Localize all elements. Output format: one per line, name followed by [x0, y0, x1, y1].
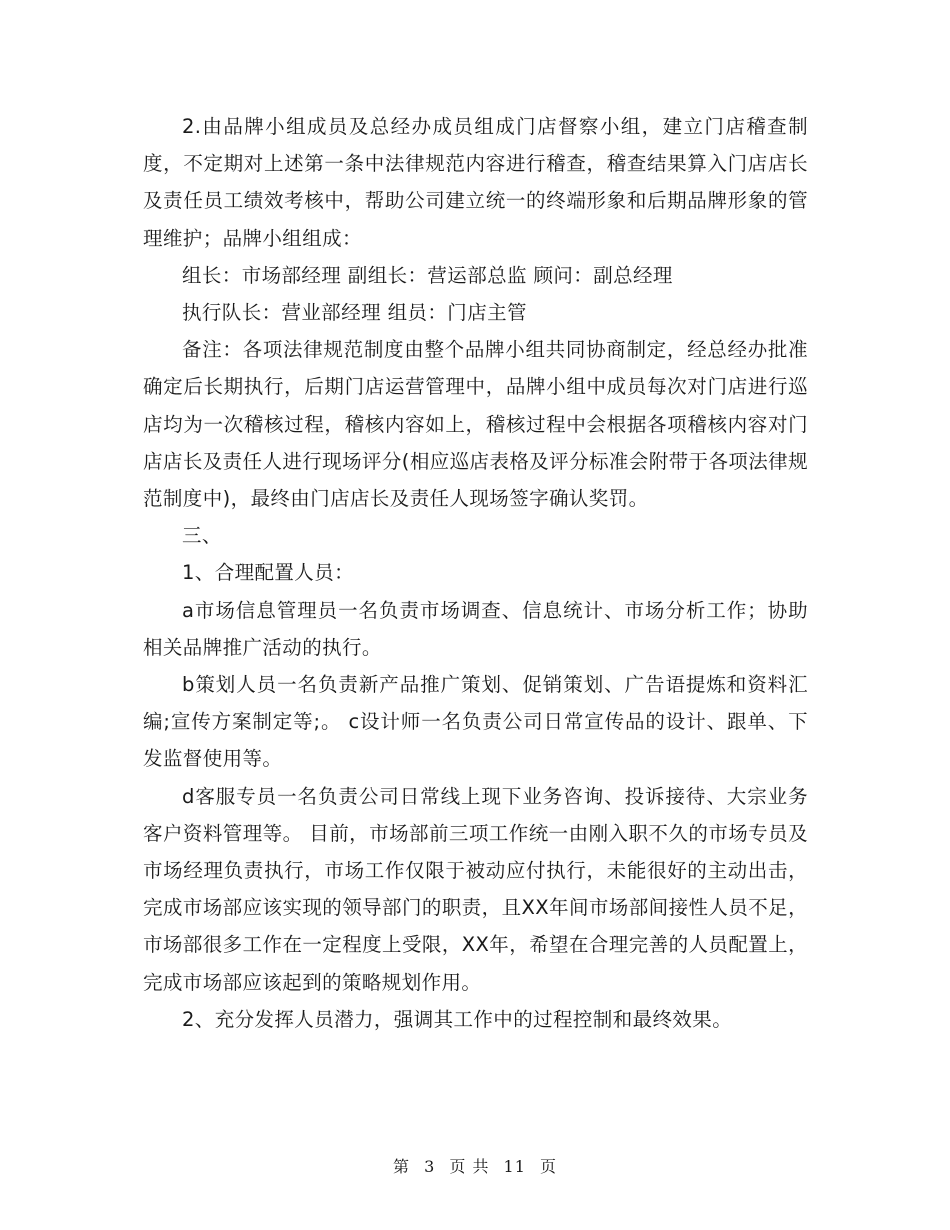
footer-middle: 页 共 [449, 1157, 490, 1176]
section-heading-three: 三、 [182, 524, 222, 548]
footer-prefix: 第 [392, 1157, 410, 1176]
footer-total-pages: 11 [503, 1157, 526, 1176]
paragraph-staff-potential: 2、充分发挥人员潜力，强调其工作中的过程控制和最终效果。 [182, 1007, 733, 1031]
document-body [143, 108, 808, 1038]
paragraph-team-members: 执行队长：营业部经理 组员：门店主管 [182, 301, 527, 325]
paragraph-remarks: 备注：各项法律规范制度由整个品牌小组共同协商制定，经总经办批准确定后长期执行，后期门店运营管理中，品牌小组中成员每次对门店进行巡店均为一次稽核过程，稽核内容如上，稽核过程中会根据各项稽核内容对门店店长及责任人进行现场评分(相应巡店表格及评分标准会附带于各项法律规范制度中)，最终由门店店长及责任人现场签字确认奖罚。 [143, 338, 808, 511]
footer-current-page: 3 [424, 1157, 436, 1176]
paragraph-staff-b-c: b策划人员一名负责新产品推广策划、促销策划、广告语提炼和资料汇编;宣传方案制定等;。 c设计师一名负责公司日常宣传品的设计、跟单、下发监督使用等。 [143, 673, 808, 771]
paragraph-staff-d: d客服专员一名负责公司日常线上现下业务咨询、投诉接待、大宗业务客户资料管理等。 目前，市场部前三项工作统一由刚入职不久的市场专员及市场经理负责执行，市场工作仅限于被动应付执行，未能很好的主动出击，完成市场部应该实现的领导部门的职责，且XX年间市场部间接性人员不足，市场部很多工作在一定程度上受限，XX年，希望在合理完善的人员配置上，完成市场部应该起到的策略规划作用。 [143, 784, 808, 994]
paragraph-staff-a: a市场信息管理员一名负责市场调查、信息统计、市场分析工作；协助相关品牌推广活动的执行。 [143, 598, 808, 659]
subheading-staffing: 1、合理配置人员： [182, 561, 355, 585]
paragraph-team-leaders: 组长：市场部经理 副组长：营运部总监 顾问：副总经理 [182, 263, 673, 287]
footer-suffix: 页 [540, 1157, 558, 1176]
paragraph-inspection-team: 2.由品牌小组成员及总经办成员组成门店督察小组，建立门店稽查制度，不定期对上述第一条中法律规范内容进行稽查，稽查结果算入门店店长及责任员工绩效考核中，帮助公司建立统一的终端形象和后期品牌形象的管理维护；品牌小组组成： [143, 115, 808, 250]
page-footer [0, 1154, 950, 1177]
